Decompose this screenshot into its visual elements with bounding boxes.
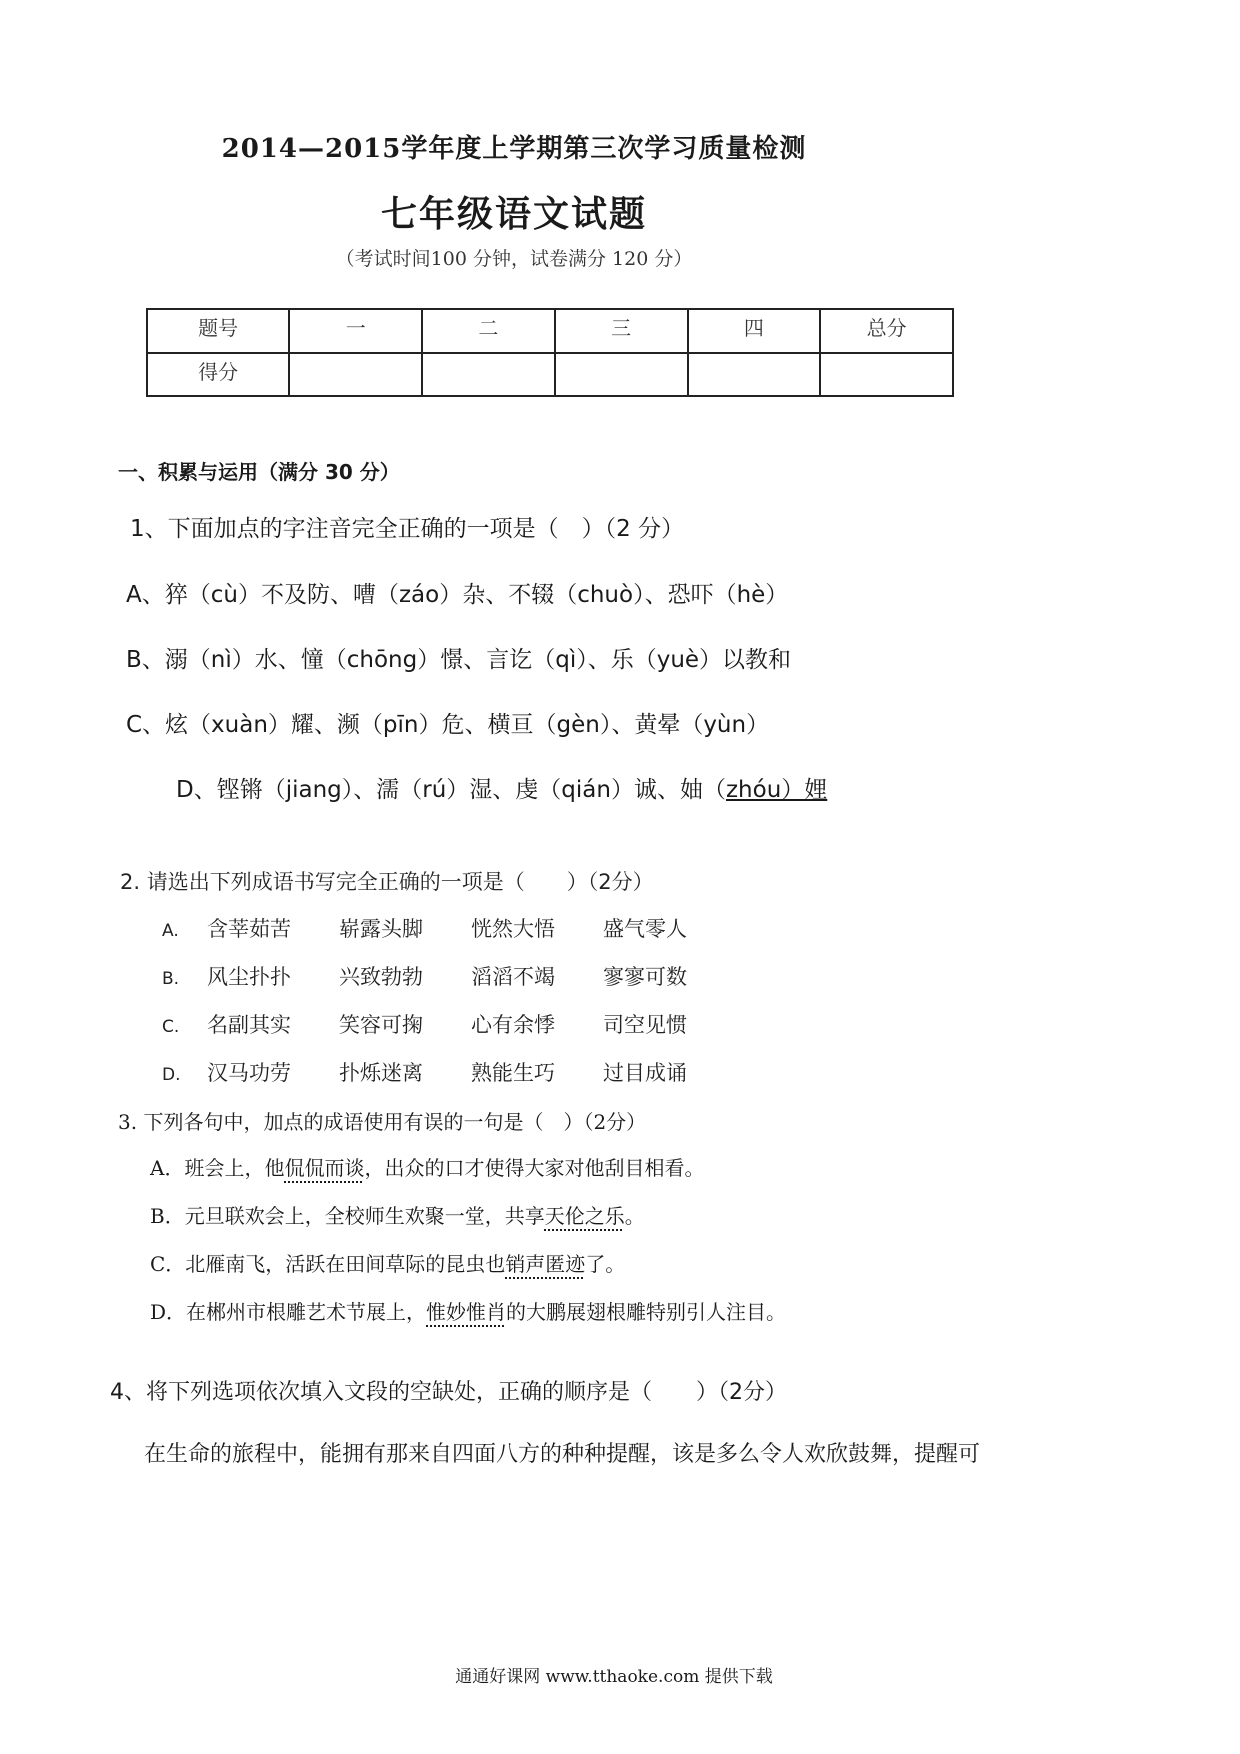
idiom-word: 汉马功劳: [207, 1061, 291, 1085]
idiom-word: 风尘扑扑: [207, 965, 291, 989]
score-table-cell: [820, 353, 953, 397]
question-1-option-d: [176, 771, 827, 804]
dotted-idiom: 天伦之乐: [544, 1204, 625, 1228]
idiom-word: 寥寥可数: [603, 965, 687, 989]
score-table-header-row: [147, 309, 953, 353]
dotted-idiom: 惟妙惟肖: [426, 1300, 507, 1324]
option-text: ，出众的口才使得大家对他刮目相看。: [364, 1156, 705, 1180]
question-2-stem: 2. 请选出下列成语书写完全正确的一项是（ ）（2分）: [120, 870, 654, 894]
option-text: 的大鹏展翅根雕特别引人注目。: [506, 1300, 787, 1324]
option-letter: B.: [162, 969, 180, 989]
idiom-word: 司空见惯: [603, 1013, 687, 1037]
question-2-option-d: [162, 1057, 735, 1087]
option-text: D．在郴州市根雕艺术节展上，: [150, 1300, 427, 1324]
idiom-word: 扑烁迷离: [339, 1061, 423, 1085]
idiom-word: 崭露头脚: [339, 917, 423, 941]
score-table-cell: 题号: [147, 309, 289, 353]
question-3-stem: 3. 下列各句中，加点的成语使用有误的一句是（ ）（2分）: [118, 1110, 647, 1134]
score-table-cell: [289, 353, 422, 397]
idiom-word: 恍然大悟: [471, 917, 555, 941]
score-table-cell: 二: [422, 309, 555, 353]
exam-period-title: 2014—2015学年度上学期第三次学习质量检测: [221, 134, 807, 164]
score-table-cell: 三: [555, 309, 688, 353]
score-table-cell: 总分: [820, 309, 953, 353]
question-4-stem: 4、将下列选项依次填入文段的空缺处，正确的顺序是（ ）（2分）: [110, 1380, 787, 1405]
score-table: [146, 308, 954, 397]
option-text: C．北雁南飞，活跃在田间草际的昆虫也: [150, 1252, 506, 1276]
question-3-option-c: [150, 1248, 625, 1277]
idiom-word: 含莘茹苦: [207, 917, 291, 941]
option-text: B．元旦联欢会上，全校师生欢聚一堂，共享: [150, 1204, 545, 1228]
idiom-word: 熟能生巧: [471, 1061, 555, 1085]
question-2-option-a: [162, 913, 735, 943]
question-1-option-d-text: D、铿锵（jiang）、濡（rú）湿、虔（qián）诚、妯（: [176, 777, 726, 803]
score-table-cell: [555, 353, 688, 397]
question-1-option-c: C、炫（xuàn）耀、濒（pīn）危、横亘（gèn）、黄晕（yùn）: [126, 712, 770, 738]
idiom-word: 滔滔不竭: [471, 965, 555, 989]
question-1-option-a: A、猝（cù）不及防、嘈（záo）杂、不辍（chuò）、恐吓（hè）: [126, 582, 789, 608]
score-table-cell: 四: [688, 309, 821, 353]
option-letter: D.: [162, 1065, 181, 1085]
question-1-option-b: B、溺（nì）水、憧（chōng）憬、言讫（qì）、乐（yuè）以教和: [126, 647, 792, 673]
dotted-idiom: 销声匿迹: [505, 1252, 586, 1276]
idiom-word: 兴致勃勃: [339, 965, 423, 989]
option-text: 。: [624, 1204, 645, 1228]
idiom-word: 心有余悸: [471, 1013, 555, 1037]
question-3-option-d: [150, 1296, 786, 1325]
exam-info-subtitle: （考试时间100 分钟，试卷满分 120 分）: [335, 248, 693, 270]
option-text: A．班会上，他: [150, 1156, 285, 1180]
score-table-cell: 一: [289, 309, 422, 353]
footer-source: 通通好课网 www.tthaoke.com 提供下载: [455, 1667, 773, 1687]
dotted-idiom: 侃侃而谈: [284, 1156, 365, 1180]
score-table-cell: [688, 353, 821, 397]
idiom-word: 过目成诵: [603, 1061, 687, 1085]
score-table-cell: 得分: [147, 353, 289, 397]
question-4-passage: 在生命的旅程中，能拥有那来自四面八方的种种提醒，该是多么令人欢欣鼓舞，提醒可: [144, 1442, 981, 1467]
question-3-option-b: [150, 1200, 645, 1229]
question-1-stem: 1、下面加点的字注音完全正确的一项是（ ）（2 分）: [130, 516, 685, 542]
score-table-score-row: [147, 353, 953, 397]
option-letter: A.: [162, 921, 179, 941]
option-letter: C.: [162, 1017, 180, 1037]
idiom-word: 名副其实: [207, 1013, 291, 1037]
option-text: 了。: [585, 1252, 626, 1276]
exam-subject-title: 七年级语文试题: [380, 193, 647, 235]
question-1-option-d-underlined: zhóu）娌: [725, 777, 828, 803]
question-2-option-b: [162, 961, 735, 991]
score-table-cell: [422, 353, 555, 397]
idiom-word: 盛气零人: [603, 917, 687, 941]
question-2-option-c: [162, 1009, 735, 1039]
section-heading: 一、积累与运用（满分 30 分）: [118, 460, 400, 484]
idiom-word: 笑容可掬: [339, 1013, 423, 1037]
question-3-option-a: [150, 1152, 704, 1181]
